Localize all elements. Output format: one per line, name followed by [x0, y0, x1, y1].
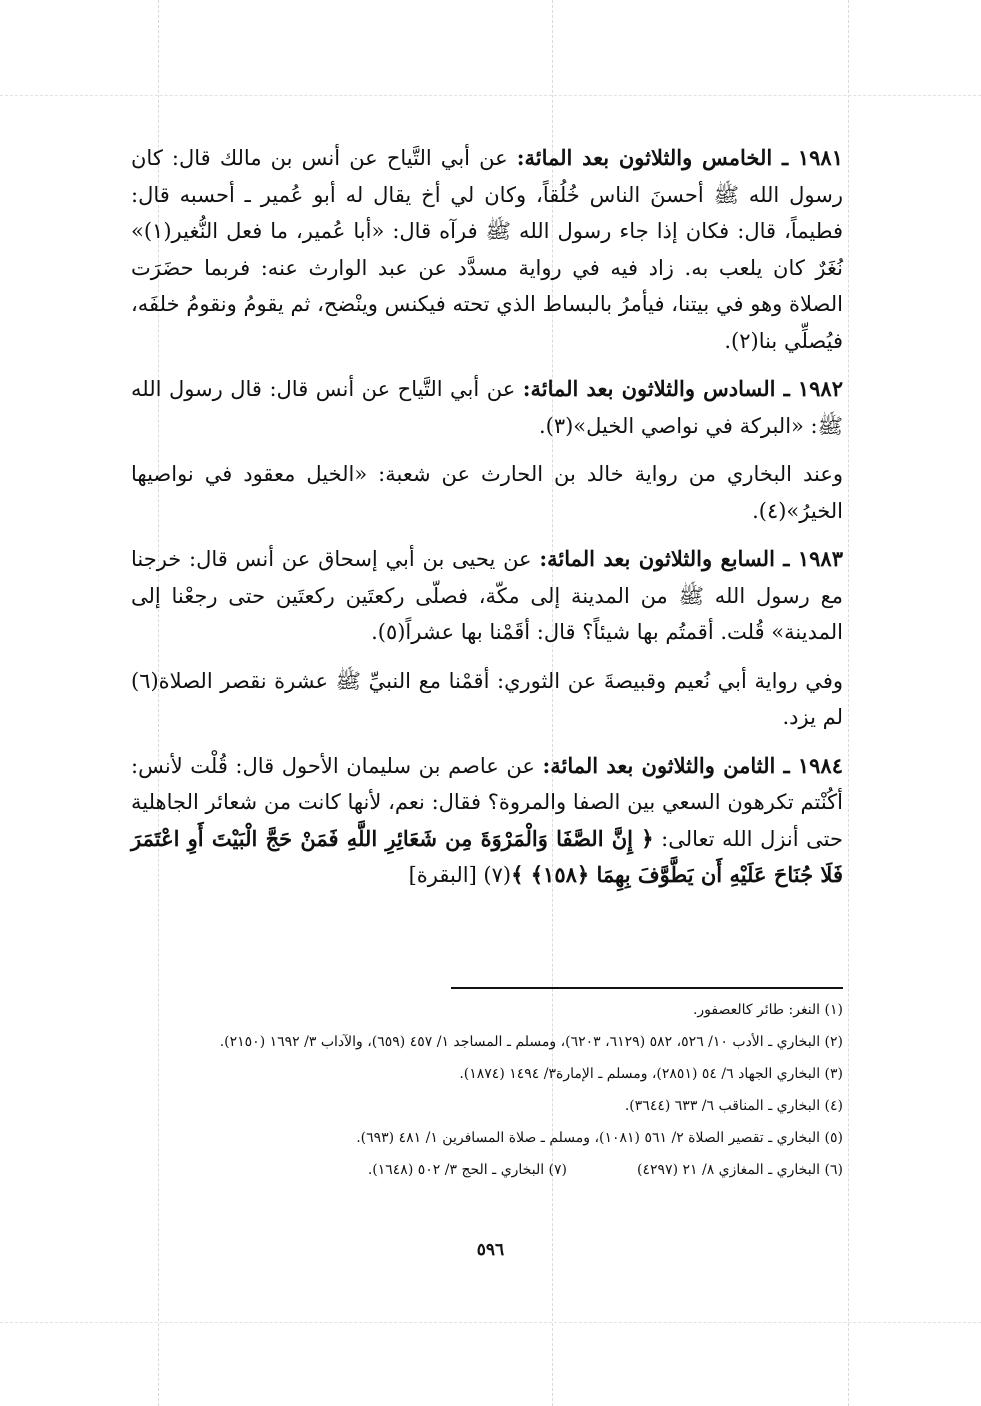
scan-guide-line: [848, 0, 849, 1406]
footnote-separator: [451, 987, 843, 989]
footnote-row: [131, 1158, 843, 1183]
hadith-text: وعند البخاري من رواية خالد بن الحارث عن شعبة: «الخيل معقود في نواصيها الخيرُ»(٤).: [131, 462, 843, 523]
hadith-heading: ١٩٨٢ ـ السادس والثلاثون بعد المائة:: [522, 376, 843, 401]
footnotes: [131, 998, 843, 1183]
page-number: ٥٩٦: [476, 1240, 505, 1260]
hadith-text: عن يحيى بن أبي إسحاق عن أنس قال: خرجنا مع رسول الله ﷺ من المدينة إلى مكّة، فصلّى ركعتَين ركعتَين حتى رجعْنا إلى المدينة» قُلت. أقمتُم بها شيئاً؟ قال: أقَمْنا بها عشراً(٥).: [131, 547, 843, 644]
scan-guide-line: [0, 95, 981, 96]
main-text: [131, 140, 843, 906]
hadith-heading: ١٩٨٣ ـ السابع والثلاثون بعد المائة:: [539, 546, 843, 571]
hadith-heading: ١٩٨٤ ـ الثامن والثلاثون بعد المائة:: [542, 752, 843, 778]
hadith-1983: [131, 541, 843, 651]
quran-verse: ﴿ إِنَّ الصَّفَا وَالْمَرْوَةَ مِن شَعَائِرِ اللَّهِ فَمَنْ حَجَّ الْبَيْتَ أَوِ اعْتَمَرَ فَلَا جُنَاحَ عَلَيْهِ أَن يَطَّوَّفَ بِهِمَا ﴿١٥٨﴾ ﴾: [131, 825, 843, 887]
footnote: (٢) البخاري ـ الأدب ١٠/ ٥٢٦، ٥٨٢ (٦١٢٩، ٦٢٠٣)، ومسلم ـ المساجد ١/ ٤٥٧ (٦٥٩)، والآداب ٣/ ١٦٩٢ (٢١٥٠).: [219, 1034, 843, 1050]
footnote: (٦) البخاري ـ المغازي ٨/ ٢١ (٤٢٩٧): [637, 1162, 843, 1178]
footnote: (٤) البخاري ـ المناقب ٦/ ٦٣٣ (٣٦٤٤).: [624, 1098, 843, 1114]
hadith-text: عن أبي التَّياح عن أنس قال: قال رسول الله ﷺ: «البركة في نواصي الخيل»(٣).: [131, 377, 843, 438]
hadith-1983-variant: [131, 663, 843, 736]
footnote: (١) النغر: طائر كالعصفور.: [692, 1002, 843, 1018]
footnote: (٣) البخاري الجهاد ٦/ ٥٤ (٢٨٥١)، ومسلم ـ الإمارة٣/ ١٤٩٤ (١٨٧٤).: [459, 1066, 843, 1082]
hadith-text: عن عاصم بن سليمان الأحول قال: قُلْت لأنس: أكُنْتم تكرهون السعي بين الصفا والمروة؟ فقال: نعم، لأنها كانت من شعائر الجاهلية حتى أنزل الله تعالى:: [131, 753, 843, 851]
hadith-1982: [131, 371, 843, 444]
hadith-1982-variant: [131, 456, 843, 529]
hadith-1981: [131, 140, 843, 359]
footnote: (٧) البخاري ـ الحج ٣/ ٥٠٢ (١٦٤٨).: [367, 1162, 568, 1178]
footnote: (٥) البخاري ـ تقصير الصلاة ٢/ ٥٦١ (١٠٨١)، ومسلم ـ صلاة المسافرين ١/ ٤٨١ (٦٩٣).: [356, 1130, 843, 1146]
hadith-1984: [131, 748, 843, 894]
hadith-text: وفي رواية أبي نُعيم وقبيصةَ عن الثوري: أقمْنا مع النبيِّ ﷺ عشرة نقصر الصلاة(٦) لم يزد.: [131, 668, 843, 729]
hadith-heading: ١٩٨١ ـ الخامس والثلاثون بعد المائة:: [516, 145, 843, 170]
sura-reference: (٧) [البقرة]: [408, 863, 512, 887]
scan-guide-line: [0, 1322, 981, 1323]
hadith-text: عن أبي التَّياح عن أنس بن مالك قال: كان رسول الله ﷺ أحسنَ الناس خُلُقاً، وكان لي أخ يقال له أبو عُمير ـ أحسبه قال: فطيماً، قال: فكان إذا جاء رسول الله ﷺ فرآه قال: «أبا عُمير، ما فعل النُّغير(١)» نُغَرٌ كان يلعب به. زاد فيه في رواية مسدَّد عن عبد الوارث عنه: فربما حضَرَت الصلاة وهو في بيتنا، فيأمرُ بالبساط الذي تحته فيكنس وينْضح، ثم يقومُ ونقومُ خلفَه، فيُصلِّي بنا(٢).: [131, 146, 843, 353]
